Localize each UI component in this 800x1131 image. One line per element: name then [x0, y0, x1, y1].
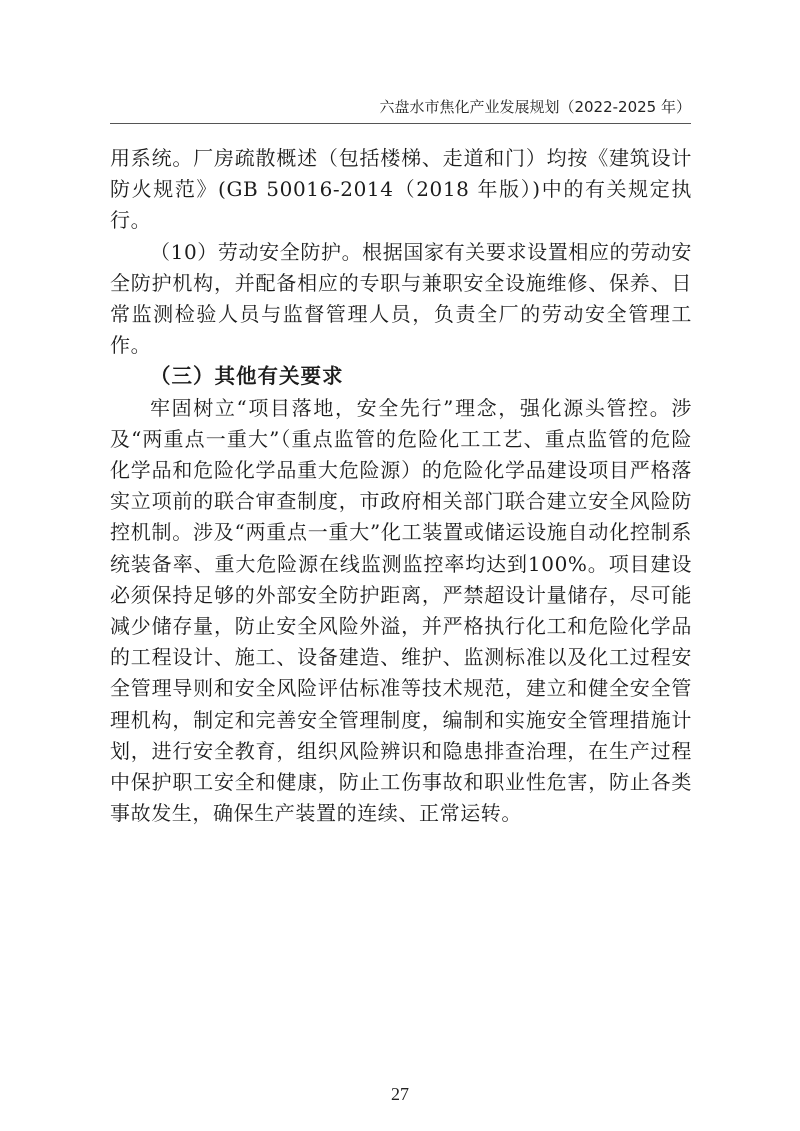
- running-header: 六盘水市焦化产业发展规划（2022-2025 年）: [379, 98, 691, 116]
- paragraph-labor-safety: （10）劳动安全防护。根据国家有关要求设置相应的劳动安全防护机构，并配备相应的专职与兼职安全设施维修、保养、日常监测检验人员与监督管理人员，负责全厂的劳动安全管理工作。: [110, 239, 692, 358]
- header-divider: [110, 123, 691, 124]
- paragraph-other-requirements: 牢固树立“项目落地，安全先行”理念，强化源头管控。涉及“两重点一重大”（重点监管的危险化工工艺、重点监管的危险化学品和危险化学品重大危险源）的危险化学品建设项目严格落实立项前的联合审查制度，市政府相关部门联合建立安全风险防控机制。涉及“两重点一重大”化工装置或储运设施自动化控制系统装备率、重大危险源在线监测监控率均达到100%。项目建设必须保持足够的外部安全防护距离，严禁超设计量储存，尽可能减少储存量，防止安全风险外溢，并严格执行化工和危险化学品的工程设计、施工、设备建造、维护、监测标准以及化工过程安全管理导则和安全风险评估标准等技术规范，建立和健全安全管理机构，制定和完善安全管理制度，编制和实施安全管理措施计划，进行安全教育，组织风险辨识和隐患排查治理，在生产过程中保护职工安全和健康，防止工伤事故和职业性危害，防止各类事故发生，确保生产装置的连续、正常运转。: [110, 395, 692, 826]
- section-heading: （三）其他有关要求: [150, 364, 344, 389]
- document-body: [110, 143, 692, 829]
- page-number: 27: [391, 1084, 409, 1104]
- paragraph-fire-evacuation: 用系统。厂房疏散概述（包括楼梯、走道和门）均按《建筑设计防火规范》(GB 50016-2014（2018 年版）)中的有关规定执行。: [110, 146, 692, 233]
